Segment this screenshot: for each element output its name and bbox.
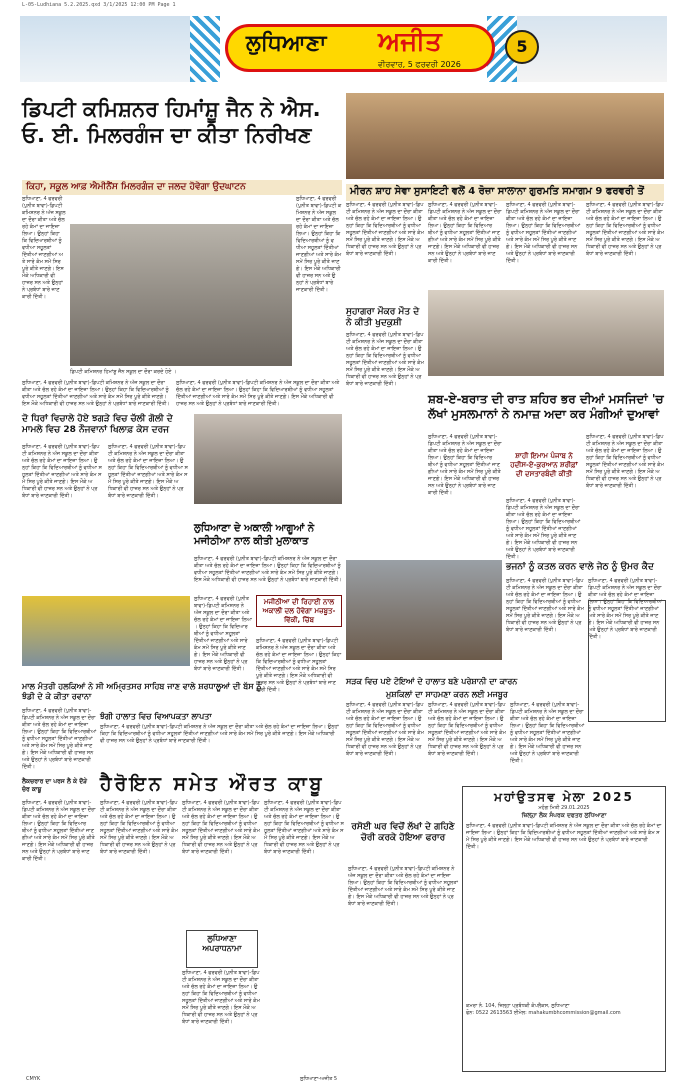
- samagam-photo: [346, 93, 664, 179]
- lead-body-col1: ਲੁਧਿਆਣਾ, 4 ਫਰਵਰੀ (ਪੁਨੀਤ ਬਾਵਾ)-ਡਿਪਟੀ ਕਮਿਸ਼ਨਰ ਨੇ ਅੱਜ ਸਕੂਲ ਦਾ ਦੌਰਾ ਕੀਤਾ ਅਤੇ ਚੱਲ ਰਹੇ ਕੰਮਾਂ ਦਾ ਜਾਇਜ਼ਾ ਲਿਆ। ਉਨ੍ਹਾਂ ਕਿਹਾ ਕਿ ਵਿਦਿਆਰਥੀਆਂ ਨੂੰ ਵਧੀਆ ਸਹੂਲਤਾਂ ਦਿੱਤੀਆਂ ਜਾਣਗੀਆਂ ਅਤੇ ਸਾਰੇ ਕੰਮ ਸਮੇਂ ਸਿਰ ਪੂਰੇ ਕੀਤੇ ਜਾਣਗੇ। ਇਸ ਮੌਕੇ ਅਧਿਕਾਰੀ ਵੀ ਹਾਜ਼ਰ ਸਨ ਅਤੇ ਉਨ੍ਹਾਂ ਨੇ ਪ੍ਰਬੰਧਾਂ ਬਾਰੇ ਜਾਣਕਾਰੀ ਦਿੱਤੀ।: [22, 196, 66, 300]
- guard-col1: ਲੁਧਿਆਣਾ, 4 ਫਰਵਰੀ (ਪੁਨੀਤ ਬਾਵਾ)-ਡਿਪਟੀ ਕਮਿਸ਼ਨਰ ਨੇ ਅੱਜ ਸਕੂਲ ਦਾ ਦੌਰਾ ਕੀਤਾ ਅਤੇ ਚੱਲ ਰਹੇ ਕੰਮਾਂ ਦਾ ਜਾਇਜ਼ਾ ਲਿਆ। ਉਨ੍ਹਾਂ ਕਿਹਾ ਕਿ ਵਿਦਿਆਰਥੀਆਂ ਨੂੰ ਵਧੀਆ ਸਹੂਲਤਾਂ ਦਿੱਤੀਆਂ ਜਾਣਗੀਆਂ ਅਤੇ ਸਾਰੇ ਕੰਮ ਸਮੇਂ ਸਿਰ ਪੂਰੇ ਕੀਤੇ ਜਾਣਗੇ। ਇਸ ਮੌਕੇ ਅਧਿਕਾਰੀ ਵੀ ਹਾਜ਼ਰ ਸਨ ਅਤੇ ਉਨ੍ਹਾਂ ਨੇ ਪ੍ਰਬੰਧਾਂ ਬਾਰੇ ਜਾਣਕਾਰੀ ਦਿੱਤੀ।: [22, 708, 97, 770]
- gun-col1: ਲੁਧਿਆਣਾ, 4 ਫਰਵਰੀ (ਪੁਨੀਤ ਬਾਵਾ)-ਡਿਪਟੀ ਕਮਿਸ਼ਨਰ ਨੇ ਅੱਜ ਸਕੂਲ ਦਾ ਦੌਰਾ ਕੀਤਾ ਅਤੇ ਚੱਲ ਰਹੇ ਕੰਮਾਂ ਦਾ ਜਾਇਜ਼ਾ ਲਿਆ। ਉਨ੍ਹਾਂ ਕਿਹਾ ਕਿ ਵਿਦਿਆਰਥੀਆਂ ਨੂੰ ਵਧੀਆ ਸਹੂਲਤਾਂ ਦਿੱਤੀਆਂ ਜਾਣਗੀਆਂ ਅਤੇ ਸਾਰੇ ਕੰਮ ਸਮੇਂ ਸਿਰ ਪੂਰੇ ਕੀਤੇ ਜਾਣਗੇ। ਇਸ ਮੌਕੇ ਅਧਿਕਾਰੀ ਵੀ ਹਾਜ਼ਰ ਸਨ ਅਤੇ ਉਨ੍ਹਾਂ ਨੇ ਪ੍ਰਬੰਧਾਂ ਬਾਰੇ ਜਾਣਕਾਰੀ ਦਿੱਤੀ।: [22, 444, 102, 499]
- bottom-col4: ਲੁਧਿਆਣਾ, 4 ਫਰਵਰੀ (ਪੁਨੀਤ ਬਾਵਾ)-ਡਿਪਟੀ ਕਮਿਸ਼ਨਰ ਨੇ ਅੱਜ ਸਕੂਲ ਦਾ ਦੌਰਾ ਕੀਤਾ ਅਤੇ ਚੱਲ ਰਹੇ ਕੰਮਾਂ ਦਾ ਜਾਇਜ਼ਾ ਲਿਆ। ਉਨ੍ਹਾਂ ਕਿਹਾ ਕਿ ਵਿਦਿਆਰਥੀਆਂ ਨੂੰ ਵਧੀਆ ਸਹੂਲਤਾਂ ਦਿੱਤੀਆਂ ਜਾਣਗੀਆਂ ਅਤੇ ਸਾਰੇ ਕੰਮ ਸਮੇਂ ਸਿਰ ਪੂਰੇ ਕੀਤੇ ਜਾਣਗੇ। ਇਸ ਮੌਕੇ ਅਧਿਕਾਰੀ ਵੀ ਹਾਜ਼ਰ ਸਨ ਅਤੇ ਉਨ੍ਹਾਂ ਨੇ ਪ੍ਰਬੰਧਾਂ ਬਾਰੇ ਜਾਣਕਾਰੀ ਦਿੱਤੀ।: [264, 800, 344, 855]
- road-photo: [346, 560, 502, 660]
- crime-box: [186, 930, 258, 968]
- suhag-headline: ਸੁਹਾਗਰਾ ਮੌਕਰ ਮੌਤ ਦੇ ਨੇ ਕੀਤੀ ਖੁਦਕੁਸ਼ੀ: [346, 307, 420, 329]
- majithia-body3: ਲੁਧਿਆਣਾ, 4 ਫਰਵਰੀ (ਪੁਨੀਤ ਬਾਵਾ)-ਡਿਪਟੀ ਕਮਿਸ਼ਨਰ ਨੇ ਅੱਜ ਸਕੂਲ ਦਾ ਦੌਰਾ ਕੀਤਾ ਅਤੇ ਚੱਲ ਰਹੇ ਕੰਮਾਂ ਦਾ ਜਾਇਜ਼ਾ ਲਿਆ। ਉਨ੍ਹਾਂ ਕਿਹਾ ਕਿ ਵਿਦਿਆਰਥੀਆਂ ਨੂੰ ਵਧੀਆ ਸਹੂਲਤਾਂ ਦਿੱਤੀਆਂ ਜਾਣਗੀਆਂ ਅਤੇ ਸਾਰੇ ਕੰਮ ਸਮੇਂ ਸਿਰ ਪੂਰੇ ਕੀਤੇ ਜਾਣਗੇ। ਇਸ ਮੌਕੇ ਅਧਿਕਾਰੀ ਵੀ ਹਾਜ਼ਰ ਸਨ ਅਤੇ ਉਨ੍ਹਾਂ ਨੇ ਪ੍ਰਬੰਧਾਂ ਬਾਰੇ ਜਾਣਕਾਰੀ ਦਿੱਤੀ।: [256, 638, 342, 693]
- lead-body-col4: ਲੁਧਿਆਣਾ, 4 ਫਰਵਰੀ (ਪੁਨੀਤ ਬਾਵਾ)-ਡਿਪਟੀ ਕਮਿਸ਼ਨਰ ਨੇ ਅੱਜ ਸਕੂਲ ਦਾ ਦੌਰਾ ਕੀਤਾ ਅਤੇ ਚੱਲ ਰਹੇ ਕੰਮਾਂ ਦਾ ਜਾਇਜ਼ਾ ਲਿਆ। ਉਨ੍ਹਾਂ ਕਿਹਾ ਕਿ ਵਿਦਿਆਰਥੀਆਂ ਨੂੰ ਵਧੀਆ ਸਹੂਲਤਾਂ ਦਿੱਤੀਆਂ ਜਾਣਗੀਆਂ ਅਤੇ ਸਾਰੇ ਕੰਮ ਸਮੇਂ ਸਿਰ ਪੂਰੇ ਕੀਤੇ ਜਾਣਗੇ। ਇਸ ਮੌਕੇ ਅਧਿਕਾਰੀ ਵੀ ਹਾਜ਼ਰ ਸਨ ਅਤੇ ਉਨ੍ਹਾਂ ਨੇ ਪ੍ਰਬੰਧਾਂ ਬਾਰੇ ਜਾਣਕਾਰੀ ਦਿੱਤੀ।: [176, 380, 340, 407]
- majithia-pullquote: ਮਜੀਠੀਆ ਦੀ ਰਿਹਾਈ ਨਾਲ ਅਕਾਲੀ ਦਲ ਹੋਵੇਗਾ ਮਜ਼ਬੂਤ-ਵਿੱਕੀ, ਚਿੱਬ: [256, 595, 342, 627]
- bottom-col5: ਲੁਧਿਆਣਾ, 4 ਫਰਵਰੀ (ਪੁਨੀਤ ਬਾਵਾ)-ਡਿਪਟੀ ਕਮਿਸ਼ਨਰ ਨੇ ਅੱਜ ਸਕੂਲ ਦਾ ਦੌਰਾ ਕੀਤਾ ਅਤੇ ਚੱਲ ਰਹੇ ਕੰਮਾਂ ਦਾ ਜਾਇਜ਼ਾ ਲਿਆ। ਉਨ੍ਹਾਂ ਕਿਹਾ ਕਿ ਵਿਦਿਆਰਥੀਆਂ ਨੂੰ ਵਧੀਆ ਸਹੂਲਤਾਂ ਦਿੱਤੀਆਂ ਜਾਣਗੀਆਂ ਅਤੇ ਸਾਰੇ ਕੰਮ ਸਮੇਂ ਸਿਰ ਪੂਰੇ ਕੀਤੇ ਜਾਣਗੇ। ਇਸ ਮੌਕੇ ਅਧਿਕਾਰੀ ਵੀ ਹਾਜ਼ਰ ਸਨ ਅਤੇ ਉਨ੍ਹਾਂ ਨੇ ਪ੍ਰਬੰਧਾਂ ਬਾਰੇ ਜਾਣਕਾਰੀ ਦਿੱਤੀ।: [182, 970, 260, 1025]
- bottom-col3: ਲੁਧਿਆਣਾ, 4 ਫਰਵਰੀ (ਪੁਨੀਤ ਬਾਵਾ)-ਡਿਪਟੀ ਕਮਿਸ਼ਨਰ ਨੇ ਅੱਜ ਸਕੂਲ ਦਾ ਦੌਰਾ ਕੀਤਾ ਅਤੇ ਚੱਲ ਰਹੇ ਕੰਮਾਂ ਦਾ ਜਾਇਜ਼ਾ ਲਿਆ। ਉਨ੍ਹਾਂ ਕਿਹਾ ਕਿ ਵਿਦਿਆਰਥੀਆਂ ਨੂੰ ਵਧੀਆ ਸਹੂਲਤਾਂ ਦਿੱਤੀਆਂ ਜਾਣਗੀਆਂ ਅਤੇ ਸਾਰੇ ਕੰਮ ਸਮੇਂ ਸਿਰ ਪੂਰੇ ਕੀਤੇ ਜਾਣਗੇ। ਇਸ ਮੌਕੇ ਅਧਿਕਾਰੀ ਵੀ ਹਾਜ਼ਰ ਸਨ ਅਤੇ ਉਨ੍ਹਾਂ ਨੇ ਪ੍ਰਬੰਧਾਂ ਬਾਰੇ ਜਾਣਕਾਰੀ ਦਿੱਤੀ।: [182, 800, 260, 855]
- lead-photo: [70, 224, 292, 366]
- bottom-col2: ਲੁਧਿਆਣਾ, 4 ਫਰਵਰੀ (ਪੁਨੀਤ ਬਾਵਾ)-ਡਿਪਟੀ ਕਮਿਸ਼ਨਰ ਨੇ ਅੱਜ ਸਕੂਲ ਦਾ ਦੌਰਾ ਕੀਤਾ ਅਤੇ ਚੱਲ ਰਹੇ ਕੰਮਾਂ ਦਾ ਜਾਇਜ਼ਾ ਲਿਆ। ਉਨ੍ਹਾਂ ਕਿਹਾ ਕਿ ਵਿਦਿਆਰਥੀਆਂ ਨੂੰ ਵਧੀਆ ਸਹੂਲਤਾਂ ਦਿੱਤੀਆਂ ਜਾਣਗੀਆਂ ਅਤੇ ਸਾਰੇ ਕੰਮ ਸਮੇਂ ਸਿਰ ਪੂਰੇ ਕੀਤੇ ਜਾਣਗੇ। ਇਸ ਮੌਕੇ ਅਧਿਕਾਰੀ ਵੀ ਹਾਜ਼ਰ ਸਨ ਅਤੇ ਉਨ੍ਹਾਂ ਨੇ ਪ੍ਰਬੰਧਾਂ ਬਾਰੇ ਜਾਣਕਾਰੀ ਦਿੱਤੀ।: [100, 800, 178, 855]
- bag-headline: ਲੈਕਚਰਾਰ ਦਾ ਪਰਸ ਲੈ ਕੇ ਦੌੜੇ ਚੋਰ ਕਾਬੂ: [22, 778, 88, 793]
- footer-cmyk: CMYK: [26, 1076, 41, 1082]
- road-col3: ਲੁਧਿਆਣਾ, 4 ਫਰਵਰੀ (ਪੁਨੀਤ ਬਾਵਾ)-ਡਿਪਟੀ ਕਮਿਸ਼ਨਰ ਨੇ ਅੱਜ ਸਕੂਲ ਦਾ ਦੌਰਾ ਕੀਤਾ ਅਤੇ ਚੱਲ ਰਹੇ ਕੰਮਾਂ ਦਾ ਜਾਇਜ਼ਾ ਲਿਆ। ਉਨ੍ਹਾਂ ਕਿਹਾ ਕਿ ਵਿਦਿਆਰਥੀਆਂ ਨੂੰ ਵਧੀਆ ਸਹੂਲਤਾਂ ਦਿੱਤੀਆਂ ਜਾਣਗੀਆਂ ਅਤੇ ਸਾਰੇ ਕੰਮ ਸਮੇਂ ਸਿਰ ਪੂਰੇ ਕੀਤੇ ਜਾਣਗੇ। ਇਸ ਮੌਕੇ ਅਧਿਕਾਰੀ ਵੀ ਹਾਜ਼ਰ ਸਨ ਅਤੇ ਉਨ੍ਹਾਂ ਨੇ ਪ੍ਰਬੰਧਾਂ ਬਾਰੇ ਜਾਣਕਾਰੀ ਦਿੱਤੀ।: [510, 702, 585, 764]
- heroin-headline: ਹੈਰੋਇਨ ਸਮੇਤ ਔਰਤ ਕਾਬੂ: [100, 773, 325, 795]
- road-col2: ਲੁਧਿਆਣਾ, 4 ਫਰਵਰੀ (ਪੁਨੀਤ ਬਾਵਾ)-ਡਿਪਟੀ ਕਮਿਸ਼ਨਰ ਨੇ ਅੱਜ ਸਕੂਲ ਦਾ ਦੌਰਾ ਕੀਤਾ ਅਤੇ ਚੱਲ ਰਹੇ ਕੰਮਾਂ ਦਾ ਜਾਇਜ਼ਾ ਲਿਆ। ਉਨ੍ਹਾਂ ਕਿਹਾ ਕਿ ਵਿਦਿਆਰਥੀਆਂ ਨੂੰ ਵਧੀਆ ਸਹੂਲਤਾਂ ਦਿੱਤੀਆਂ ਜਾਣਗੀਆਂ ਅਤੇ ਸਾਰੇ ਕੰਮ ਸਮੇਂ ਸਿਰ ਪੂਰੇ ਕੀਤੇ ਜਾਣਗੇ। ਇਸ ਮੌਕੇ ਅਧਿਕਾਰੀ ਵੀ ਹਾਜ਼ਰ ਸਨ ਅਤੇ ਉਨ੍ਹਾਂ ਨੇ ਪ੍ਰਬੰਧਾਂ ਬਾਰੇ ਜਾਣਕਾਰੀ ਦਿੱਤੀ।: [428, 702, 506, 757]
- lead-body-col3: ਲੁਧਿਆਣਾ, 4 ਫਰਵਰੀ (ਪੁਨੀਤ ਬਾਵਾ)-ਡਿਪਟੀ ਕਮਿਸ਼ਨਰ ਨੇ ਅੱਜ ਸਕੂਲ ਦਾ ਦੌਰਾ ਕੀਤਾ ਅਤੇ ਚੱਲ ਰਹੇ ਕੰਮਾਂ ਦਾ ਜਾਇਜ਼ਾ ਲਿਆ। ਉਨ੍ਹਾਂ ਕਿਹਾ ਕਿ ਵਿਦਿਆਰਥੀਆਂ ਨੂੰ ਵਧੀਆ ਸਹੂਲਤਾਂ ਦਿੱਤੀਆਂ ਜਾਣਗੀਆਂ ਅਤੇ ਸਾਰੇ ਕੰਮ ਸਮੇਂ ਸਿਰ ਪੂਰੇ ਕੀਤੇ ਜਾਣਗੇ। ਇਸ ਮੌਕੇ ਅਧਿਕਾਰੀ ਵੀ ਹਾਜ਼ਰ ਸਨ ਅਤੇ ਉਨ੍ਹਾਂ ਨੇ ਪ੍ਰਬੰਧਾਂ ਬਾਰੇ ਜਾਣਕਾਰੀ ਦਿੱਤੀ।: [22, 380, 170, 407]
- notice-address: ਕਮਰਾ ਨੰ. 104, ਜ਼ਿਲ੍ਹਾ ਪ੍ਰਬੰਧਕੀ ਕੰਪਲੈਕਸ, ਲੁਧਿਆਣਾ: [466, 1003, 570, 1009]
- shab-headline: ਸ਼ਬ-ਏ-ਬਰਾਤ ਦੀ ਰਾਤ ਸ਼ਹਿਰ ਭਰ ਦੀਆਂ ਮਸਜਿਦਾਂ 'ਚ ਲੱਖਾਂ ਮੁਸਲਮਾਨਾਂ ਨੇ ਨਮਾਜ਼ ਅਦਾ ਕਰ ਮੰਗੀਆਂ ਦੁਆਵਾਂ: [428, 392, 664, 421]
- page-number: 5: [505, 30, 539, 64]
- side-notice-box: [588, 600, 666, 722]
- majithia-photo: [194, 414, 342, 504]
- notice-date: ਮਹੰਗ ਮਿਤੀ 29.01.2025: [538, 805, 590, 811]
- masthead-city: ਲੁਧਿਆਣਾ: [246, 31, 327, 56]
- notice-title: ਮਹਾਂਉਤਸਵ ਮੇਲਾ 2025: [494, 790, 634, 804]
- notice-office: ਜ਼ਿਲ੍ਹਾ ਲੋਕ ਸੰਪਰਕ ਦਫਤਰ ਲੁਧਿਆਣਾ: [521, 812, 607, 819]
- footer-page: ਲੁਧਿਆਣਾ-ਅਜੀਤ 5: [300, 1076, 338, 1082]
- lead-headline: ਡਿਪਟੀ ਕਮਿਸ਼ਨਰ ਹਿਮਾਂਸ਼ੂ ਜੈਨ ਨੇ ਐਸ. ਓ. ਈ. ਮਿਲਰਗੰਜ ਦਾ ਕੀਤਾ ਨਿਰੀਖਣ: [22, 97, 321, 148]
- road-headline: ਸੜਕ ਵਿਚ ਪਏ ਟੋਇਆਂ ਦੇ ਹਾਲਾਤ ਬਣੇ ਪਰੇਸ਼ਾਨੀ ਦਾ ਕਾਰਨ: [346, 677, 518, 686]
- bhajani-headline: ਭਜਨਾਂ ਨੂੰ ਕਤਲ ਕਰਨ ਵਾਲੇ ਜੇਠ ਨੂੰ ਉਮਰ ਕੈਦ: [506, 562, 654, 572]
- samagam-col1: ਲੁਧਿਆਣਾ, 4 ਫਰਵਰੀ (ਪੁਨੀਤ ਬਾਵਾ)-ਡਿਪਟੀ ਕਮਿਸ਼ਨਰ ਨੇ ਅੱਜ ਸਕੂਲ ਦਾ ਦੌਰਾ ਕੀਤਾ ਅਤੇ ਚੱਲ ਰਹੇ ਕੰਮਾਂ ਦਾ ਜਾਇਜ਼ਾ ਲਿਆ। ਉਨ੍ਹਾਂ ਕਿਹਾ ਕਿ ਵਿਦਿਆਰਥੀਆਂ ਨੂੰ ਵਧੀਆ ਸਹੂਲਤਾਂ ਦਿੱਤੀਆਂ ਜਾਣਗੀਆਂ ਅਤੇ ਸਾਰੇ ਕੰਮ ਸਮੇਂ ਸਿਰ ਪੂਰੇ ਕੀਤੇ ਜਾਣਗੇ। ਇਸ ਮੌਕੇ ਅਧਿਕਾਰੀ ਵੀ ਹਾਜ਼ਰ ਸਨ ਅਤੇ ਉਨ੍ਹਾਂ ਨੇ ਪ੍ਰਬੰਧਾਂ ਬਾਰੇ ਜਾਣਕਾਰੀ ਦਿੱਤੀ।: [346, 202, 424, 257]
- masthead-paper: ਅਜੀਤ: [378, 27, 442, 57]
- jhangi-headline: ਝੰਗੀ ਹਾਲਾਤ ਵਿਚ ਵਿਆਪਕਤਾ ਲਾਪਤਾ: [100, 712, 212, 721]
- samagam-col2: ਲੁਧਿਆਣਾ, 4 ਫਰਵਰੀ (ਪੁਨੀਤ ਬਾਵਾ)-ਡਿਪਟੀ ਕਮਿਸ਼ਨਰ ਨੇ ਅੱਜ ਸਕੂਲ ਦਾ ਦੌਰਾ ਕੀਤਾ ਅਤੇ ਚੱਲ ਰਹੇ ਕੰਮਾਂ ਦਾ ਜਾਇਜ਼ਾ ਲਿਆ। ਉਨ੍ਹਾਂ ਕਿਹਾ ਕਿ ਵਿਦਿਆਰਥੀਆਂ ਨੂੰ ਵਧੀਆ ਸਹੂਲਤਾਂ ਦਿੱਤੀਆਂ ਜਾਣਗੀਆਂ ਅਤੇ ਸਾਰੇ ਕੰਮ ਸਮੇਂ ਸਿਰ ਪੂਰੇ ਕੀਤੇ ਜਾਣਗੇ। ਇਸ ਮੌਕੇ ਅਧਿਕਾਰੀ ਵੀ ਹਾਜ਼ਰ ਸਨ ਅਤੇ ਉਨ੍ਹਾਂ ਨੇ ਪ੍ਰਬੰਧਾਂ ਬਾਰੇ ਜਾਣਕਾਰੀ ਦਿੱਤੀ।: [428, 202, 502, 264]
- notice-panel: [462, 786, 666, 1072]
- majithia-body2: ਲੁਧਿਆਣਾ, 4 ਫਰਵਰੀ (ਪੁਨੀਤ ਬਾਵਾ)-ਡਿਪਟੀ ਕਮਿਸ਼ਨਰ ਨੇ ਅੱਜ ਸਕੂਲ ਦਾ ਦੌਰਾ ਕੀਤਾ ਅਤੇ ਚੱਲ ਰਹੇ ਕੰਮਾਂ ਦਾ ਜਾਇਜ਼ਾ ਲਿਆ। ਉਨ੍ਹਾਂ ਕਿਹਾ ਕਿ ਵਿਦਿਆਰਥੀਆਂ ਨੂੰ ਵਧੀਆ ਸਹੂਲਤਾਂ ਦਿੱਤੀਆਂ ਜਾਣਗੀਆਂ ਅਤੇ ਸਾਰੇ ਕੰਮ ਸਮੇਂ ਸਿਰ ਪੂਰੇ ਕੀਤੇ ਜਾਣਗੇ। ਇਸ ਮੌਕੇ ਅਧਿਕਾਰੀ ਵੀ ਹਾਜ਼ਰ ਸਨ ਅਤੇ ਉਨ੍ਹਾਂ ਨੇ ਪ੍ਰਬੰਧਾਂ ਬਾਰੇ ਜਾਣਕਾਰੀ ਦਿੱਤੀ।: [194, 596, 252, 672]
- theft-body: ਲੁਧਿਆਣਾ, 4 ਫਰਵਰੀ (ਪੁਨੀਤ ਬਾਵਾ)-ਡਿਪਟੀ ਕਮਿਸ਼ਨਰ ਨੇ ਅੱਜ ਸਕੂਲ ਦਾ ਦੌਰਾ ਕੀਤਾ ਅਤੇ ਚੱਲ ਰਹੇ ਕੰਮਾਂ ਦਾ ਜਾਇਜ਼ਾ ਲਿਆ। ਉਨ੍ਹਾਂ ਕਿਹਾ ਕਿ ਵਿਦਿਆਰਥੀਆਂ ਨੂੰ ਵਧੀਆ ਸਹੂਲਤਾਂ ਦਿੱਤੀਆਂ ਜਾਣਗੀਆਂ ਅਤੇ ਸਾਰੇ ਕੰਮ ਸਮੇਂ ਸਿਰ ਪੂਰੇ ਕੀਤੇ ਜਾਣਗੇ। ਇਸ ਮੌਕੇ ਅਧਿਕਾਰੀ ਵੀ ਹਾਜ਼ਰ ਸਨ ਅਤੇ ਉਨ੍ਹਾਂ ਨੇ ਪ੍ਰਬੰਧਾਂ ਬਾਰੇ ਜਾਣਕਾਰੀ ਦਿੱਤੀ।: [348, 866, 458, 907]
- lead-body-col2: ਲੁਧਿਆਣਾ, 4 ਫਰਵਰੀ (ਪੁਨੀਤ ਬਾਵਾ)-ਡਿਪਟੀ ਕਮਿਸ਼ਨਰ ਨੇ ਅੱਜ ਸਕੂਲ ਦਾ ਦੌਰਾ ਕੀਤਾ ਅਤੇ ਚੱਲ ਰਹੇ ਕੰਮਾਂ ਦਾ ਜਾਇਜ਼ਾ ਲਿਆ। ਉਨ੍ਹਾਂ ਕਿਹਾ ਕਿ ਵਿਦਿਆਰਥੀਆਂ ਨੂੰ ਵਧੀਆ ਸਹੂਲਤਾਂ ਦਿੱਤੀਆਂ ਜਾਣਗੀਆਂ ਅਤੇ ਸਾਰੇ ਕੰਮ ਸਮੇਂ ਸਿਰ ਪੂਰੇ ਕੀਤੇ ਜਾਣਗੇ। ਇਸ ਮੌਕੇ ਅਧਿਕਾਰੀ ਵੀ ਹਾਜ਼ਰ ਸਨ ਅਤੇ ਉਨ੍ਹਾਂ ਨੇ ਪ੍ਰਬੰਧਾਂ ਬਾਰੇ ਜਾਣਕਾਰੀ ਦਿੱਤੀ।: [296, 196, 342, 293]
- suhag-body: ਲੁਧਿਆਣਾ, 4 ਫਰਵਰੀ (ਪੁਨੀਤ ਬਾਵਾ)-ਡਿਪਟੀ ਕਮਿਸ਼ਨਰ ਨੇ ਅੱਜ ਸਕੂਲ ਦਾ ਦੌਰਾ ਕੀਤਾ ਅਤੇ ਚੱਲ ਰਹੇ ਕੰਮਾਂ ਦਾ ਜਾਇਜ਼ਾ ਲਿਆ। ਉਨ੍ਹਾਂ ਕਿਹਾ ਕਿ ਵਿਦਿਆਰਥੀਆਂ ਨੂੰ ਵਧੀਆ ਸਹੂਲਤਾਂ ਦਿੱਤੀਆਂ ਜਾਣਗੀਆਂ ਅਤੇ ਸਾਰੇ ਕੰਮ ਸਮੇਂ ਸਿਰ ਪੂਰੇ ਕੀਤੇ ਜਾਣਗੇ। ਇਸ ਮੌਕੇ ਅਧਿਕਾਰੀ ਵੀ ਹਾਜ਼ਰ ਸਨ ਅਤੇ ਉਨ੍ਹਾਂ ਨੇ ਪ੍ਰਬੰਧਾਂ ਬਾਰੇ ਜਾਣਕਾਰੀ ਦਿੱਤੀ।: [346, 332, 424, 387]
- page-slug: L-05-Ludhiana 5.2.2025.qxd 3/1/2025 12:00 PM Page 1: [22, 2, 176, 8]
- masthead-statue-photo: [20, 16, 190, 82]
- notice-body: ਲੁਧਿਆਣਾ, 4 ਫਰਵਰੀ (ਪੁਨੀਤ ਬਾਵਾ)-ਡਿਪਟੀ ਕਮਿਸ਼ਨਰ ਨੇ ਅੱਜ ਸਕੂਲ ਦਾ ਦੌਰਾ ਕੀਤਾ ਅਤੇ ਚੱਲ ਰਹੇ ਕੰਮਾਂ ਦਾ ਜਾਇਜ਼ਾ ਲਿਆ। ਉਨ੍ਹਾਂ ਕਿਹਾ ਕਿ ਵਿਦਿਆਰਥੀਆਂ ਨੂੰ ਵਧੀਆ ਸਹੂਲਤਾਂ ਦਿੱਤੀਆਂ ਜਾਣਗੀਆਂ ਅਤੇ ਸਾਰੇ ਕੰਮ ਸਮੇਂ ਸਿਰ ਪੂਰੇ ਕੀਤੇ ਜਾਣਗੇ। ਇਸ ਮੌਕੇ ਅਧਿਕਾਰੀ ਵੀ ਹਾਜ਼ਰ ਸਨ ਅਤੇ ਉਨ੍ਹਾਂ ਨੇ ਪ੍ਰਬੰਧਾਂ ਬਾਰੇ ਜਾਣਕਾਰੀ ਦਿੱਤੀ।: [466, 823, 662, 850]
- jhangi-body: ਲੁਧਿਆਣਾ, 4 ਫਰਵਰੀ (ਪੁਨੀਤ ਬਾਵਾ)-ਡਿਪਟੀ ਕਮਿਸ਼ਨਰ ਨੇ ਅੱਜ ਸਕੂਲ ਦਾ ਦੌਰਾ ਕੀਤਾ ਅਤੇ ਚੱਲ ਰਹੇ ਕੰਮਾਂ ਦਾ ਜਾਇਜ਼ਾ ਲਿਆ। ਉਨ੍ਹਾਂ ਕਿਹਾ ਕਿ ਵਿਦਿਆਰਥੀਆਂ ਨੂੰ ਵਧੀਆ ਸਹੂਲਤਾਂ ਦਿੱਤੀਆਂ ਜਾਣਗੀਆਂ ਅਤੇ ਸਾਰੇ ਕੰਮ ਸਮੇਂ ਸਿਰ ਪੂਰੇ ਕੀਤੇ ਜਾਣਗੇ। ਇਸ ਮੌਕੇ ਅਧਿਕਾਰੀ ਵੀ ਹਾਜ਼ਰ ਸਨ ਅਤੇ ਉਨ੍ਹਾਂ ਨੇ ਪ੍ਰਬੰਧਾਂ ਬਾਰੇ ਜਾਣਕਾਰੀ ਦਿੱਤੀ।: [100, 724, 339, 744]
- notice-phone: ਫੋਨ: 0522 2613563 ਈਮੇਲ: mahakumbhcommission@gmail.com: [466, 1010, 621, 1016]
- gun-col2: ਲੁਧਿਆਣਾ, 4 ਫਰਵਰੀ (ਪੁਨੀਤ ਬਾਵਾ)-ਡਿਪਟੀ ਕਮਿਸ਼ਨਰ ਨੇ ਅੱਜ ਸਕੂਲ ਦਾ ਦੌਰਾ ਕੀਤਾ ਅਤੇ ਚੱਲ ਰਹੇ ਕੰਮਾਂ ਦਾ ਜਾਇਜ਼ਾ ਲਿਆ। ਉਨ੍ਹਾਂ ਕਿਹਾ ਕਿ ਵਿਦਿਆਰਥੀਆਂ ਨੂੰ ਵਧੀਆ ਸਹੂਲਤਾਂ ਦਿੱਤੀਆਂ ਜਾਣਗੀਆਂ ਅਤੇ ਸਾਰੇ ਕੰਮ ਸਮੇਂ ਸਿਰ ਪੂਰੇ ਕੀਤੇ ਜਾਣਗੇ। ਇਸ ਮੌਕੇ ਅਧਿਕਾਰੀ ਵੀ ਹਾਜ਼ਰ ਸਨ ਅਤੇ ਉਨ੍ਹਾਂ ਨੇ ਪ੍ਰਬੰਧਾਂ ਬਾਰੇ ਜਾਣਕਾਰੀ ਦਿੱਤੀ।: [108, 444, 188, 499]
- masthead-date: ਵੀਰਵਾਰ, 5 ਫਰਵਰੀ 2026: [378, 60, 461, 69]
- road-col1: ਲੁਧਿਆਣਾ, 4 ਫਰਵਰੀ (ਪੁਨੀਤ ਬਾਵਾ)-ਡਿਪਟੀ ਕਮਿਸ਼ਨਰ ਨੇ ਅੱਜ ਸਕੂਲ ਦਾ ਦੌਰਾ ਕੀਤਾ ਅਤੇ ਚੱਲ ਰਹੇ ਕੰਮਾਂ ਦਾ ਜਾਇਜ਼ਾ ਲਿਆ। ਉਨ੍ਹਾਂ ਕਿਹਾ ਕਿ ਵਿਦਿਆਰਥੀਆਂ ਨੂੰ ਵਧੀਆ ਸਹੂਲਤਾਂ ਦਿੱਤੀਆਂ ਜਾਣਗੀਆਂ ਅਤੇ ਸਾਰੇ ਕੰਮ ਸਮੇਂ ਸਿਰ ਪੂਰੇ ਕੀਤੇ ਜਾਣਗੇ। ਇਸ ਮੌਕੇ ਅਧਿਕਾਰੀ ਵੀ ਹਾਜ਼ਰ ਸਨ ਅਤੇ ਉਨ੍ਹਾਂ ਨੇ ਪ੍ਰਬੰਧਾਂ ਬਾਰੇ ਜਾਣਕਾਰੀ ਦਿੱਤੀ।: [346, 702, 424, 757]
- shab-pullquote: ਸ਼ਾਹੀ ਇਮਾਮ ਪੰਜਾਬ ਨੇ ਹਦੀਸ-ਏ-ਕੁਰਆਨ ਸ਼ਰੀਫ਼ਾਂ ਦੀ ਦਸਤਾਰਬੰਦੀ ਕੀਤੀ: [510, 452, 578, 478]
- samagam-col4: ਲੁਧਿਆਣਾ, 4 ਫਰਵਰੀ (ਪੁਨੀਤ ਬਾਵਾ)-ਡਿਪਟੀ ਕਮਿਸ਼ਨਰ ਨੇ ਅੱਜ ਸਕੂਲ ਦਾ ਦੌਰਾ ਕੀਤਾ ਅਤੇ ਚੱਲ ਰਹੇ ਕੰਮਾਂ ਦਾ ਜਾਇਜ਼ਾ ਲਿਆ। ਉਨ੍ਹਾਂ ਕਿਹਾ ਕਿ ਵਿਦਿਆਰਥੀਆਂ ਨੂੰ ਵਧੀਆ ਸਹੂਲਤਾਂ ਦਿੱਤੀਆਂ ਜਾਣਗੀਆਂ ਅਤੇ ਸਾਰੇ ਕੰਮ ਸਮੇਂ ਸਿਰ ਪੂਰੇ ਕੀਤੇ ਜਾਣਗੇ। ਇਸ ਮੌਕੇ ਅਧਿਕਾਰੀ ਵੀ ਹਾਜ਼ਰ ਸਨ ਅਤੇ ਉਨ੍ਹਾਂ ਨੇ ਪ੍ਰਬੰਧਾਂ ਬਾਰੇ ਜਾਣਕਾਰੀ ਦਿੱਤੀ।: [586, 202, 664, 257]
- majithia-headline: ਲੁਧਿਆਣਾ ਦੇ ਅਕਾਲੀ ਆਗੂਆਂ ਨੇ ਮਜੀਠੀਆ ਨਾਲ ਕੀਤੀ ਮੁਲਾਕਾਤ: [194, 523, 315, 547]
- masthead-pattern-left: [190, 16, 220, 82]
- shab-col3: ਲੁਧਿਆਣਾ, 4 ਫਰਵਰੀ (ਪੁਨੀਤ ਬਾਵਾ)-ਡਿਪਟੀ ਕਮਿਸ਼ਨਰ ਨੇ ਅੱਜ ਸਕੂਲ ਦਾ ਦੌਰਾ ਕੀਤਾ ਅਤੇ ਚੱਲ ਰਹੇ ਕੰਮਾਂ ਦਾ ਜਾਇਜ਼ਾ ਲਿਆ। ਉਨ੍ਹਾਂ ਕਿਹਾ ਕਿ ਵਿਦਿਆਰਥੀਆਂ ਨੂੰ ਵਧੀਆ ਸਹੂਲਤਾਂ ਦਿੱਤੀਆਂ ਜਾਣਗੀਆਂ ਅਤੇ ਸਾਰੇ ਕੰਮ ਸਮੇਂ ਸਿਰ ਪੂਰੇ ਕੀਤੇ ਜਾਣਗੇ। ਇਸ ਮੌਕੇ ਅਧਿਕਾਰੀ ਵੀ ਹਾਜ਼ਰ ਸਨ ਅਤੇ ਉਨ੍ਹਾਂ ਨੇ ਪ੍ਰਬੰਧਾਂ ਬਾਰੇ ਜਾਣਕਾਰੀ ਦਿੱਤੀ।: [586, 434, 664, 489]
- bhajani-col1: ਲੁਧਿਆਣਾ, 4 ਫਰਵਰੀ (ਪੁਨੀਤ ਬਾਵਾ)-ਡਿਪਟੀ ਕਮਿਸ਼ਨਰ ਨੇ ਅੱਜ ਸਕੂਲ ਦਾ ਦੌਰਾ ਕੀਤਾ ਅਤੇ ਚੱਲ ਰਹੇ ਕੰਮਾਂ ਦਾ ਜਾਇਜ਼ਾ ਲਿਆ। ਉਨ੍ਹਾਂ ਕਿਹਾ ਕਿ ਵਿਦਿਆਰਥੀਆਂ ਨੂੰ ਵਧੀਆ ਸਹੂਲਤਾਂ ਦਿੱਤੀਆਂ ਜਾਣਗੀਆਂ ਅਤੇ ਸਾਰੇ ਕੰਮ ਸਮੇਂ ਸਿਰ ਪੂਰੇ ਕੀਤੇ ਜਾਣਗੇ। ਇਸ ਮੌਕੇ ਅਧਿਕਾਰੀ ਵੀ ਹਾਜ਼ਰ ਸਨ ਅਤੇ ਉਨ੍ਹਾਂ ਨੇ ਪ੍ਰਬੰਧਾਂ ਬਾਰੇ ਜਾਣਕਾਰੀ ਦਿੱਤੀ।: [506, 578, 584, 633]
- shab-col1: ਲੁਧਿਆਣਾ, 4 ਫਰਵਰੀ (ਪੁਨੀਤ ਬਾਵਾ)-ਡਿਪਟੀ ਕਮਿਸ਼ਨਰ ਨੇ ਅੱਜ ਸਕੂਲ ਦਾ ਦੌਰਾ ਕੀਤਾ ਅਤੇ ਚੱਲ ਰਹੇ ਕੰਮਾਂ ਦਾ ਜਾਇਜ਼ਾ ਲਿਆ। ਉਨ੍ਹਾਂ ਕਿਹਾ ਕਿ ਵਿਦਿਆਰਥੀਆਂ ਨੂੰ ਵਧੀਆ ਸਹੂਲਤਾਂ ਦਿੱਤੀਆਂ ਜਾਣਗੀਆਂ ਅਤੇ ਸਾਰੇ ਕੰਮ ਸਮੇਂ ਸਿਰ ਪੂਰੇ ਕੀਤੇ ਜਾਣਗੇ। ਇਸ ਮੌਕੇ ਅਧਿਕਾਰੀ ਵੀ ਹਾਜ਼ਰ ਸਨ ਅਤੇ ਉਨ੍ਹਾਂ ਨੇ ਪ੍ਰਬੰਧਾਂ ਬਾਰੇ ਜਾਣਕਾਰੀ ਦਿੱਤੀ।: [428, 434, 502, 496]
- majithia-body: ਲੁਧਿਆਣਾ, 4 ਫਰਵਰੀ (ਪੁਨੀਤ ਬਾਵਾ)-ਡਿਪਟੀ ਕਮਿਸ਼ਨਰ ਨੇ ਅੱਜ ਸਕੂਲ ਦਾ ਦੌਰਾ ਕੀਤਾ ਅਤੇ ਚੱਲ ਰਹੇ ਕੰਮਾਂ ਦਾ ਜਾਇਜ਼ਾ ਲਿਆ। ਉਨ੍ਹਾਂ ਕਿਹਾ ਕਿ ਵਿਦਿਆਰਥੀਆਂ ਨੂੰ ਵਧੀਆ ਸਹੂਲਤਾਂ ਦਿੱਤੀਆਂ ਜਾਣਗੀਆਂ ਅਤੇ ਸਾਰੇ ਕੰਮ ਸਮੇਂ ਸਿਰ ਪੂਰੇ ਕੀਤੇ ਜਾਣਗੇ। ਇਸ ਮੌਕੇ ਅਧਿਕਾਰੀ ਵੀ ਹਾਜ਼ਰ ਸਨ ਅਤੇ ਉਨ੍ਹਾਂ ਨੇ ਪ੍ਰਬੰਧਾਂ ਬਾਰੇ ਜਾਣਕਾਰੀ ਦਿੱਤੀ।: [194, 556, 342, 583]
- guard-headline: ਮਾਲ ਮੰਤਰੀ ਹਲਕਿਆਂ ਨੇ ਸੀ ਅਮ੍ਰਿਤਸਰ ਸਾਹਿਬ ਜਾਣ ਵਾਲੇ ਸ਼ਰਧਾਲੂਆਂ ਦੀ ਬੱਸ ਨੂੰ ਝੰਡੀ ਦੇ ਕੇ ਕੀਤਾ ਰਵਾਨਾ: [22, 682, 262, 701]
- lead-caption: ਡਿਪਟੀ ਕਮਿਸ਼ਨਰ ਹਿਮਾਂਸ਼ੂ ਜੈਨ ਸਕੂਲ ਦਾ ਦੌਰਾ ਕਰਦੇ ਹੋਏ ।: [70, 369, 177, 375]
- shab-photo: [428, 290, 664, 376]
- masthead: [20, 16, 667, 82]
- theft-headline: ਰਸੋਈ ਘਰ ਵਿਚੋਂ ਲੱਖਾਂ ਦੇ ਗਹਿਣੇ ਚੋਰੀ ਕਰਕੇ ਹੋਇਆ ਫਰਾਰ: [351, 822, 455, 844]
- masthead-clocktower-photo: [517, 16, 667, 82]
- shab-col2: ਲੁਧਿਆਣਾ, 4 ਫਰਵਰੀ (ਪੁਨੀਤ ਬਾਵਾ)-ਡਿਪਟੀ ਕਮਿਸ਼ਨਰ ਨੇ ਅੱਜ ਸਕੂਲ ਦਾ ਦੌਰਾ ਕੀਤਾ ਅਤੇ ਚੱਲ ਰਹੇ ਕੰਮਾਂ ਦਾ ਜਾਇਜ਼ਾ ਲਿਆ। ਉਨ੍ਹਾਂ ਕਿਹਾ ਕਿ ਵਿਦਿਆਰਥੀਆਂ ਨੂੰ ਵਧੀਆ ਸਹੂਲਤਾਂ ਦਿੱਤੀਆਂ ਜਾਣਗੀਆਂ ਅਤੇ ਸਾਰੇ ਕੰਮ ਸਮੇਂ ਸਿਰ ਪੂਰੇ ਕੀਤੇ ਜਾਣਗੇ। ਇਸ ਮੌਕੇ ਅਧਿਕਾਰੀ ਵੀ ਹਾਜ਼ਰ ਸਨ ਅਤੇ ਉਨ੍ਹਾਂ ਨੇ ਪ੍ਰਬੰਧਾਂ ਬਾਰੇ ਜਾਣਕਾਰੀ ਦਿੱਤੀ।: [506, 498, 581, 560]
- bottom-col1: ਲੁਧਿਆਣਾ, 4 ਫਰਵਰੀ (ਪੁਨੀਤ ਬਾਵਾ)-ਡਿਪਟੀ ਕਮਿਸ਼ਨਰ ਨੇ ਅੱਜ ਸਕੂਲ ਦਾ ਦੌਰਾ ਕੀਤਾ ਅਤੇ ਚੱਲ ਰਹੇ ਕੰਮਾਂ ਦਾ ਜਾਇਜ਼ਾ ਲਿਆ। ਉਨ੍ਹਾਂ ਕਿਹਾ ਕਿ ਵਿਦਿਆਰਥੀਆਂ ਨੂੰ ਵਧੀਆ ਸਹੂਲਤਾਂ ਦਿੱਤੀਆਂ ਜਾਣਗੀਆਂ ਅਤੇ ਸਾਰੇ ਕੰਮ ਸਮੇਂ ਸਿਰ ਪੂਰੇ ਕੀਤੇ ਜਾਣਗੇ। ਇਸ ਮੌਕੇ ਅਧਿਕਾਰੀ ਵੀ ਹਾਜ਼ਰ ਸਨ ਅਤੇ ਉਨ੍ਹਾਂ ਨੇ ਪ੍ਰਬੰਧਾਂ ਬਾਰੇ ਜਾਣਕਾਰੀ ਦਿੱਤੀ।: [22, 800, 96, 862]
- bhajani-col2: ਲੁਧਿਆਣਾ, 4 ਫਰਵਰੀ (ਪੁਨੀਤ ਬਾਵਾ)-ਡਿਪਟੀ ਕਮਿਸ਼ਨਰ ਨੇ ਅੱਜ ਸਕੂਲ ਦਾ ਦੌਰਾ ਕੀਤਾ ਅਤੇ ਚੱਲ ਰਹੇ ਕੰਮਾਂ ਦਾ ਜਾਇਜ਼ਾ ਲਿਆ। ਉਨ੍ਹਾਂ ਕਿਹਾ ਕਿ ਵਿਦਿਆਰਥੀਆਂ ਨੂੰ ਵਧੀਆ ਸਹੂਲਤਾਂ ਦਿੱਤੀਆਂ ਜਾਣਗੀਆਂ ਅਤੇ ਸਾਰੇ ਕੰਮ ਸਮੇਂ ਸਿਰ ਪੂਰੇ ਕੀਤੇ ਜਾਣਗੇ। ਇਸ ਮੌਕੇ ਅਧਿਕਾਰੀ ਵੀ ਹਾਜ਼ਰ ਸਨ ਅਤੇ ਉਨ੍ਹਾਂ ਨੇ ਪ੍ਰਬੰਧਾਂ ਬਾਰੇ ਜਾਣਕਾਰੀ ਦਿੱਤੀ।: [588, 578, 663, 640]
- samagam-headline: ਮੀਰਨ ਸ਼ਾਹ ਸੇਵਾ ਸੁਸਾਇਟੀ ਵਲੋਂ 4 ਰੋਜ਼ਾ ਸਾਲਾਨਾ ਗੁਰਮਤਿ ਸਮਾਗਮ 9 ਫਰਵਰੀ ਤੋਂ: [346, 184, 664, 201]
- masthead-nameplate: [225, 24, 495, 72]
- lead-subheadline: ਕਿਹਾ, ਸਕੂਲ ਆਫ਼ ਐਮੀਨੈਂਸ ਮਿਲਰਗੰਜ ਦਾ ਜਲਦ ਹੋਵੇਗਾ ਉਦਘਾਟਨ: [22, 180, 342, 195]
- crime-box-title: ਲੁਧਿਆਣਾ ਅਪਰਾਧਨਾਮਾ: [202, 934, 242, 953]
- gun-headline: ਦੋ ਧਿਰਾਂ ਵਿਚਾਲੇ ਹੋਏ ਝਗੜੇ ਵਿਚ ਚੱਲੀ ਗੋਲੀ ਦੇ ਮਾਮਲੇ ਵਿਚ 28 ਨੌਜਵਾਨਾਂ ਖਿਲਾਫ਼ ਕੇਸ ਦਰਜ: [22, 414, 173, 436]
- samagam-col3: ਲੁਧਿਆਣਾ, 4 ਫਰਵਰੀ (ਪੁਨੀਤ ਬਾਵਾ)-ਡਿਪਟੀ ਕਮਿਸ਼ਨਰ ਨੇ ਅੱਜ ਸਕੂਲ ਦਾ ਦੌਰਾ ਕੀਤਾ ਅਤੇ ਚੱਲ ਰਹੇ ਕੰਮਾਂ ਦਾ ਜਾਇਜ਼ਾ ਲਿਆ। ਉਨ੍ਹਾਂ ਕਿਹਾ ਕਿ ਵਿਦਿਆਰਥੀਆਂ ਨੂੰ ਵਧੀਆ ਸਹੂਲਤਾਂ ਦਿੱਤੀਆਂ ਜਾਣਗੀਆਂ ਅਤੇ ਸਾਰੇ ਕੰਮ ਸਮੇਂ ਸਿਰ ਪੂਰੇ ਕੀਤੇ ਜਾਣਗੇ। ਇਸ ਮੌਕੇ ਅਧਿਕਾਰੀ ਵੀ ਹਾਜ਼ਰ ਸਨ ਅਤੇ ਉਨ੍ਹਾਂ ਨੇ ਪ੍ਰਬੰਧਾਂ ਬਾਰੇ ਜਾਣਕਾਰੀ ਦਿੱਤੀ।: [506, 202, 581, 264]
- road-subheadline: ਮੁਸ਼ਕਿਲਾਂ ਦਾ ਸਾਹਮਣਾ ਕਰਨ ਲਈ ਮਜਬੂਰ: [386, 690, 508, 699]
- bus-photo: [22, 596, 190, 666]
